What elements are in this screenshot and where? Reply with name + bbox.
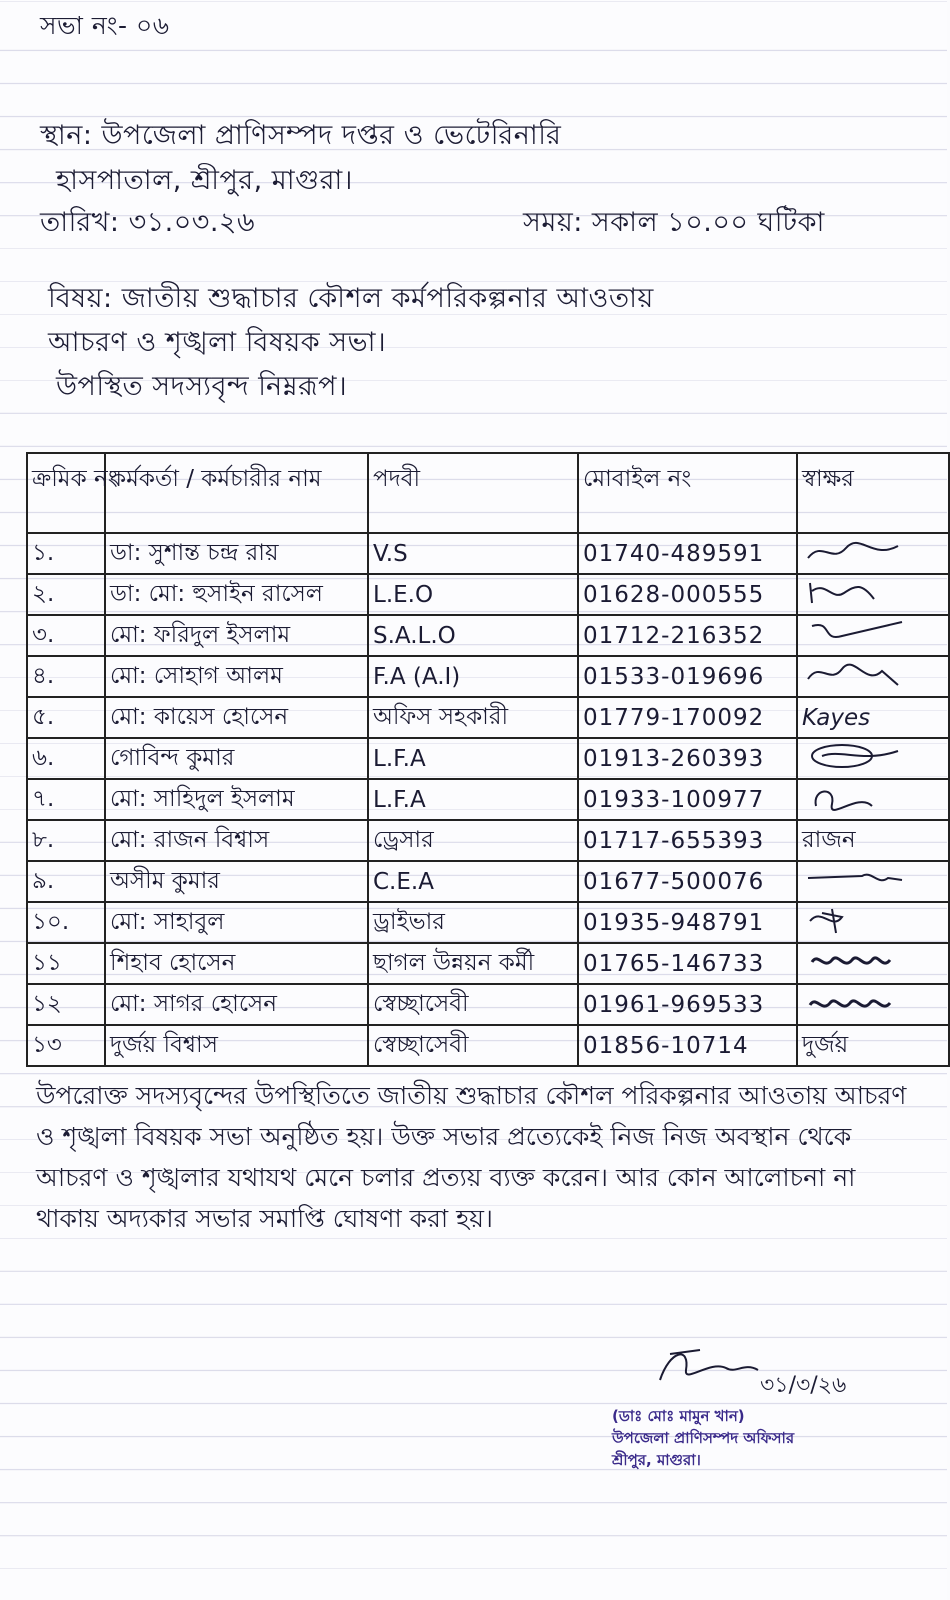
mobile-cell: 01765-146733 — [578, 943, 797, 984]
attendance-header-row — [27, 453, 949, 533]
signature-scribble — [802, 987, 912, 1017]
place-line-1: স্থান: উপজেলা প্রাণিসম্পদ দপ্তর ও ভেটেরিনারি — [40, 120, 562, 151]
table-row — [27, 984, 949, 1025]
name-cell: মো: সাগর হোসেন — [105, 984, 368, 1025]
signature-scribble — [802, 782, 912, 812]
signature-scribble — [802, 659, 912, 689]
signature-cell — [797, 902, 949, 943]
serial-cell: ৮. — [27, 820, 105, 861]
name-cell: দুর্জয় বিশ্বাস — [105, 1025, 368, 1066]
name-cell: অসীম কুমার — [105, 861, 368, 902]
table-row — [27, 943, 949, 984]
name-cell: মো: ফরিদুল ইসলাম — [105, 615, 368, 656]
designation-cell: L.F.A — [368, 738, 578, 779]
header-designation: পদবী — [368, 453, 578, 533]
signature-cell — [797, 533, 949, 574]
serial-cell: ১০. — [27, 902, 105, 943]
present-members-line: উপস্থিত সদস্যবৃন্দ নিম্নরূপ। — [56, 371, 348, 402]
signature-scribble — [802, 741, 912, 771]
table-row — [27, 820, 949, 861]
mobile-cell: 01717-655393 — [578, 820, 797, 861]
designation-cell: ড্রাইভার — [368, 902, 578, 943]
mobile-cell: 01628-000555 — [578, 574, 797, 615]
designation-cell: C.E.A — [368, 861, 578, 902]
table-row — [27, 738, 949, 779]
name-cell: শিহাব হোসেন — [105, 943, 368, 984]
serial-cell: ১. — [27, 533, 105, 574]
signature-scribble — [802, 618, 912, 648]
signature-scribble — [802, 864, 912, 894]
serial-cell: ১৩ — [27, 1025, 105, 1066]
officer-signature — [640, 1340, 770, 1400]
name-cell: মো: কায়েস হোসেন — [105, 697, 368, 738]
subject-line-2: আচরণ ও শৃঙ্খলা বিষয়ক সভা। — [48, 327, 387, 358]
mobile-cell: 01677-500076 — [578, 861, 797, 902]
mobile-cell: 01740-489591 — [578, 533, 797, 574]
name-cell: মো: সাহাবুল — [105, 902, 368, 943]
signature-scribble — [802, 905, 912, 935]
signature-cell — [797, 574, 949, 615]
signature-cell — [797, 861, 949, 902]
signature-cell — [797, 943, 949, 984]
stamp-office-location: শ্রীপুর, মাগুরা। — [612, 1451, 701, 1469]
name-cell: মো: সাহিদুল ইসলাম — [105, 779, 368, 820]
table-row — [27, 615, 949, 656]
closing-paragraph: উপরোক্ত সদস্যবৃন্দের উপস্থিতিতে জাতীয় শুদ্ধাচার কৌশল পরিকল্পনার আওতায় আচরণ ও শৃঙ্খলা বিষয়ক সভা অনুষ্ঠিত হয়। উক্ত সভার প্রত্যেকেই নিজ নিজ অবস্থান থেকে আচরণ ও শৃঙ্খলার যথাযথ মেনে চলার প্রত্যয় ব্যক্ত করেন। আর কোন আলোচনা না থাকায় অদ্যকার সভার সমাপ্তি ঘোষণা করা হয়। — [36, 1081, 907, 1233]
serial-cell: ১১ — [27, 943, 105, 984]
mobile-cell: 01712-216352 — [578, 615, 797, 656]
name-cell: ডা: মো: হুসাইন রাসেল — [105, 574, 368, 615]
serial-cell: ৪. — [27, 656, 105, 697]
signature-scribble — [802, 577, 912, 607]
mobile-cell: 01779-170092 — [578, 697, 797, 738]
officer-stamp — [612, 1405, 794, 1471]
designation-cell: স্বেচ্ছাসেবী — [368, 984, 578, 1025]
table-row — [27, 902, 949, 943]
signature-cell — [797, 656, 949, 697]
table-row — [27, 697, 949, 738]
mobile-cell: 01533-019696 — [578, 656, 797, 697]
signature-cell: রাজন — [797, 820, 949, 861]
serial-cell: ২. — [27, 574, 105, 615]
table-row — [27, 574, 949, 615]
designation-cell: ড্রেসার — [368, 820, 578, 861]
name-cell: মো: সোহাগ আলম — [105, 656, 368, 697]
table-row — [27, 1025, 949, 1066]
meeting-time: সময়: সকাল ১০.০০ ঘটিকা — [523, 207, 825, 238]
mobile-cell: 01935-948791 — [578, 902, 797, 943]
table-row — [27, 861, 949, 902]
serial-cell: ৬. — [27, 738, 105, 779]
header-serial: ক্রমিক নং — [27, 453, 105, 533]
serial-cell: ৭. — [27, 779, 105, 820]
signature-cell: দুর্জয় — [797, 1025, 949, 1066]
signature-date: ৩১/৩/২৬ — [760, 1373, 847, 1398]
designation-cell: S.A.L.O — [368, 615, 578, 656]
mobile-cell: 01961-969533 — [578, 984, 797, 1025]
designation-cell: L.F.A — [368, 779, 578, 820]
designation-cell: ছাগল উন্নয়ন কর্মী — [368, 943, 578, 984]
signature-cell — [797, 738, 949, 779]
signature-scribble — [802, 536, 912, 566]
designation-cell: স্বেচ্ছাসেবী — [368, 1025, 578, 1066]
signature-cell — [797, 984, 949, 1025]
designation-cell: অফিস সহকারী — [368, 697, 578, 738]
place-line-2: হাসপাতাল, শ্রীপুর, মাগুরা। — [56, 165, 353, 196]
stamp-officer-title: উপজেলা প্রাণিসম্পদ অফিসার — [612, 1429, 795, 1447]
subject-line-1: বিষয়: জাতীয় শুদ্ধাচার কৌশল কর্মপরিকল্পনার আওতায় — [48, 283, 654, 314]
table-row — [27, 779, 949, 820]
signature-cell: Kayes — [797, 697, 949, 738]
serial-cell: ৯. — [27, 861, 105, 902]
mobile-cell: 01933-100977 — [578, 779, 797, 820]
designation-cell: V.S — [368, 533, 578, 574]
table-row — [27, 656, 949, 697]
header-name: কর্মকর্তা / কর্মচারীর নাম — [105, 453, 368, 533]
mobile-cell: 01856-10714 — [578, 1025, 797, 1066]
header-mobile: মোবাইল নং — [578, 453, 797, 533]
name-cell: গোবিন্দ কুমার — [105, 738, 368, 779]
mobile-cell: 01913-260393 — [578, 738, 797, 779]
header-signature: স্বাক্ষর — [797, 453, 949, 533]
table-row — [27, 533, 949, 574]
meeting-date: তারিখ: ৩১.০৩.২৬ — [40, 207, 256, 238]
signature-cell — [797, 615, 949, 656]
signature-scribble — [802, 946, 912, 976]
serial-cell: ৫. — [27, 697, 105, 738]
designation-cell: L.E.O — [368, 574, 578, 615]
serial-cell: ১২ — [27, 984, 105, 1025]
stamp-officer-name: (ডাঃ মোঃ মামুন খান) — [612, 1407, 745, 1425]
signature-cell — [797, 779, 949, 820]
attendance-table — [26, 452, 950, 1067]
designation-cell: F.A (A.I) — [368, 656, 578, 697]
serial-cell: ৩. — [27, 615, 105, 656]
meeting-number: সভা নং- ০৬ — [40, 11, 170, 40]
name-cell: মো: রাজন বিশ্বাস — [105, 820, 368, 861]
name-cell: ডা: সুশান্ত চন্দ্র রায় — [105, 533, 368, 574]
